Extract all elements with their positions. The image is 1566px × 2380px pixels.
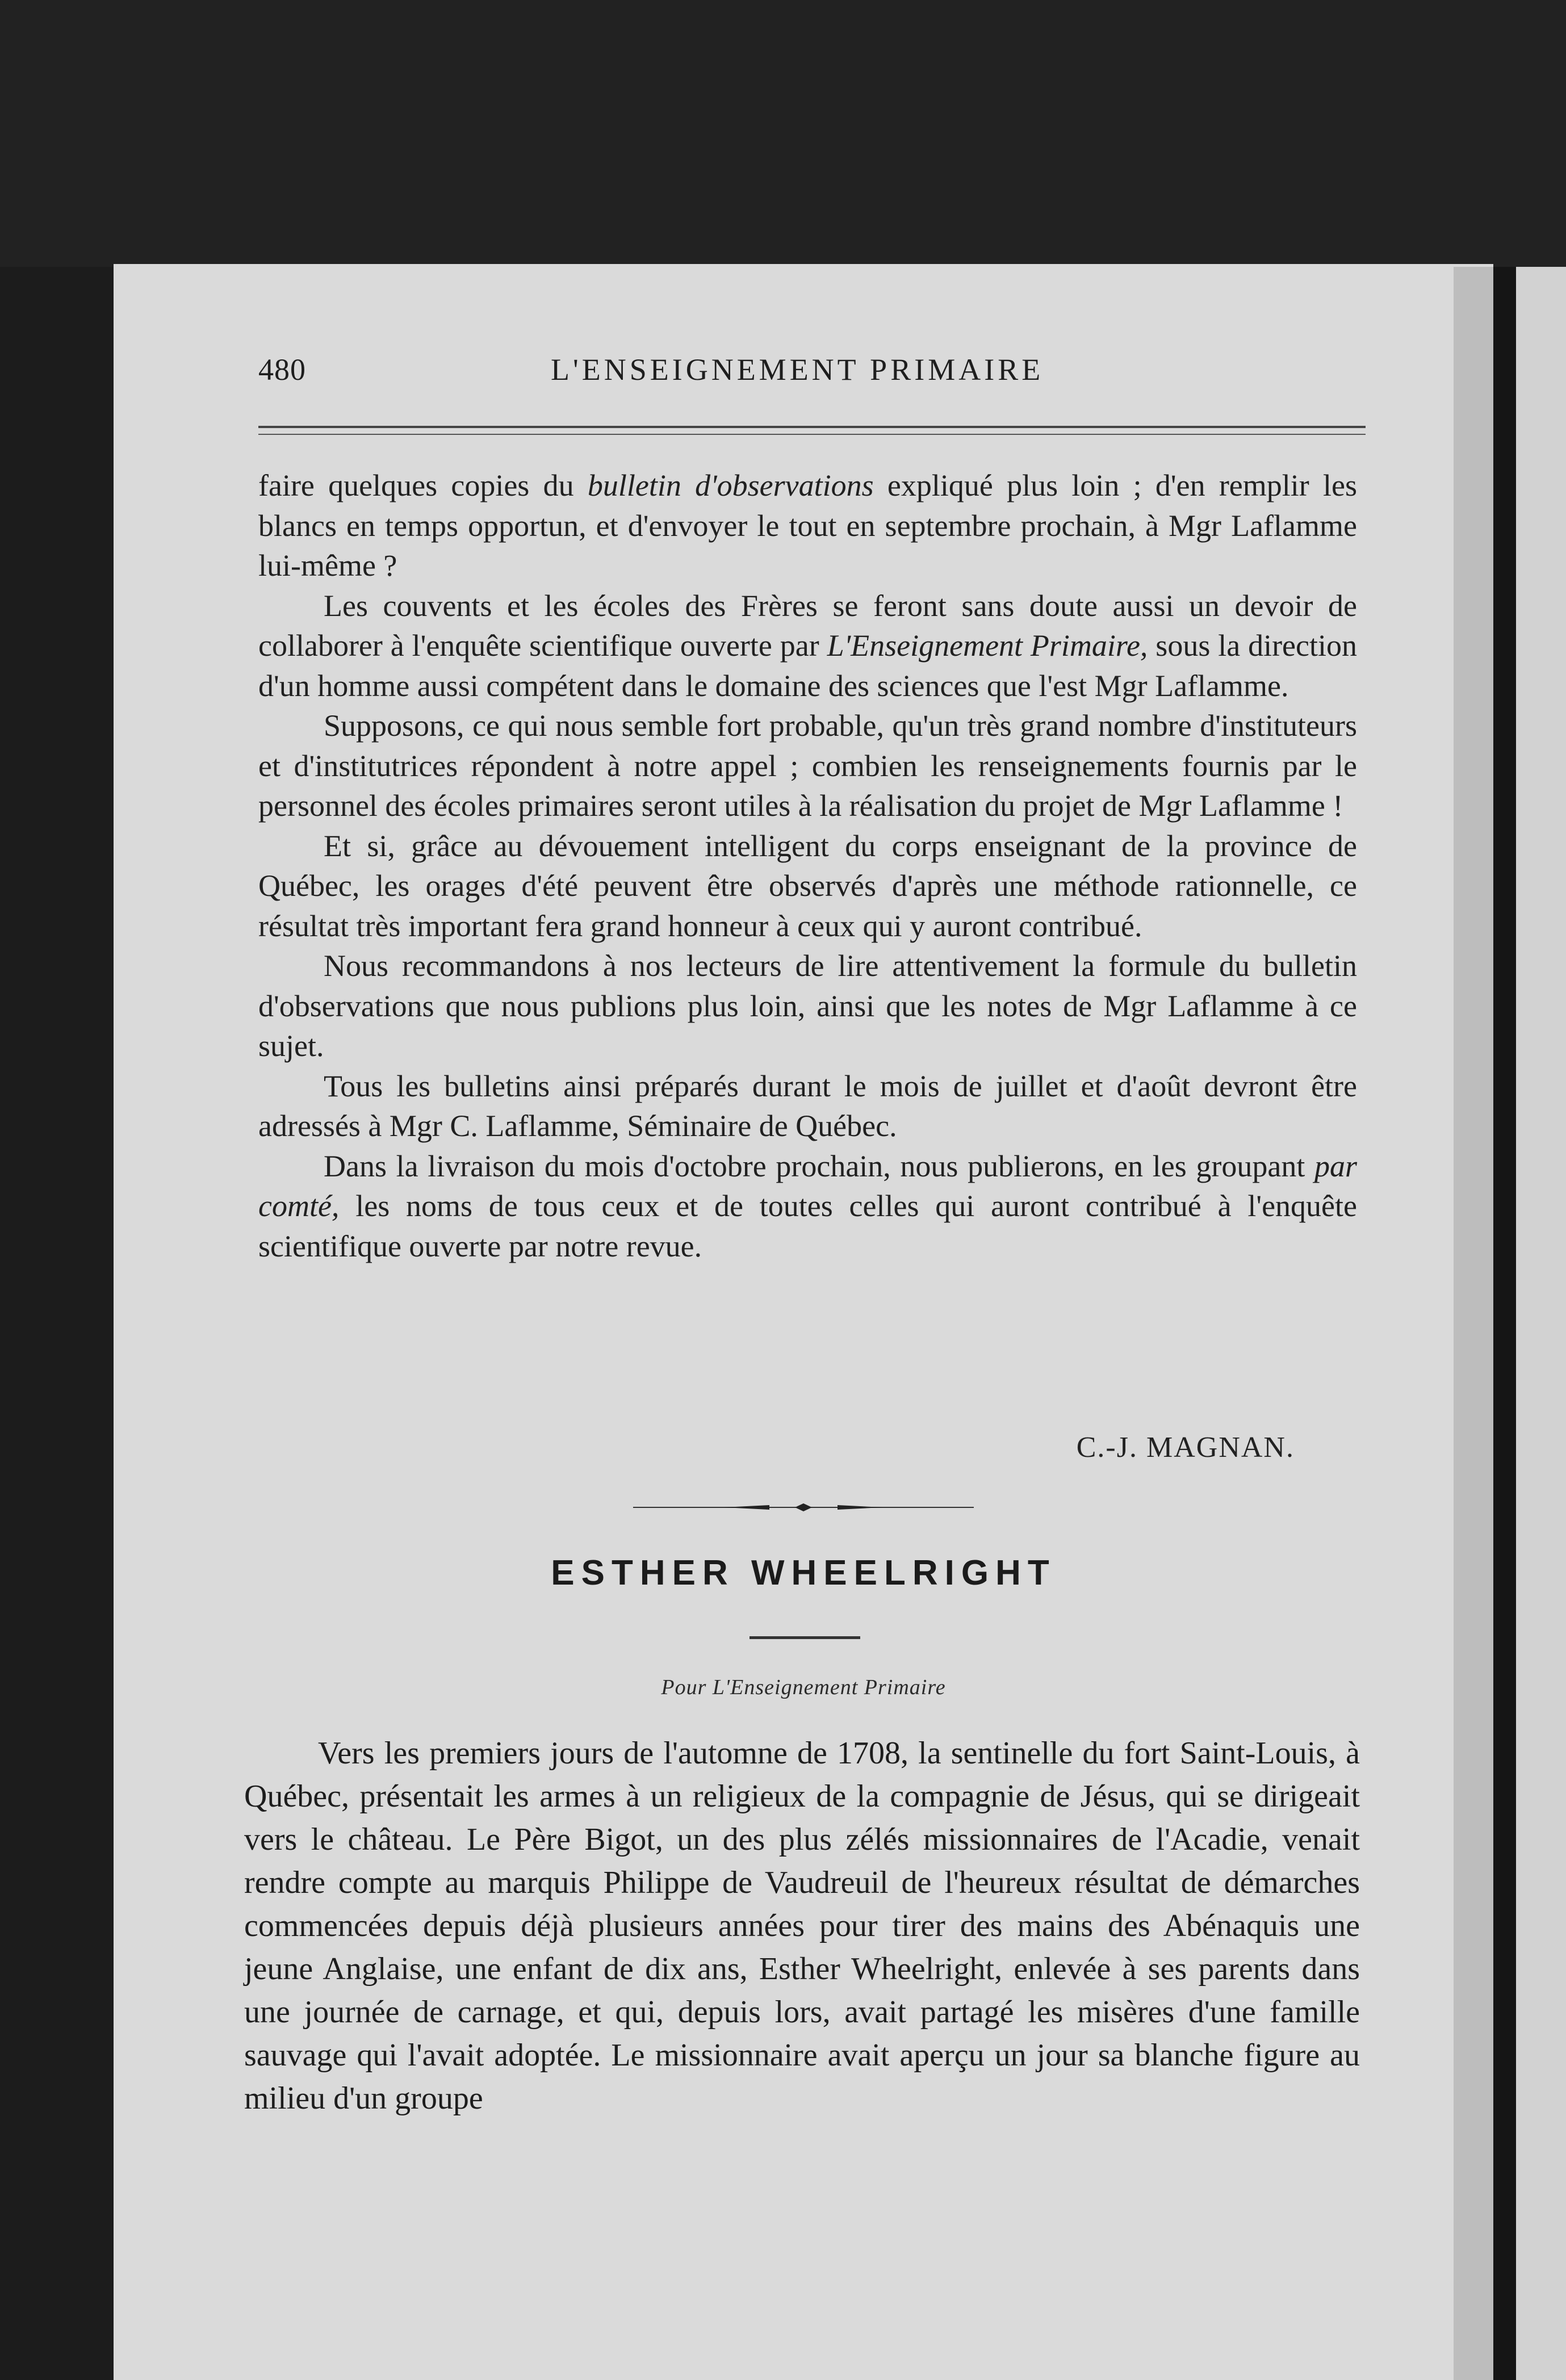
running-title: L'ENSEIGNEMENT PRIMAIRE [551,353,1044,387]
header-rule-thin [258,434,1366,435]
facing-page [1516,267,1566,2380]
running-header [258,352,1082,409]
paragraph: Dans la livraison du mois d'octobre prochain, nous publierons, en les groupant par comté, les noms de tous ceux et de toutes celles qui auront contribué à l'enquête scientifique ouverte par notre revue. [258,1149,1357,1263]
paragraph: Vers les premiers jours de l'automne de 1708, la sentinelle du fort Saint-Louis, à Québec, présentait les armes à un religieux de la compagnie de Jésus, qui se dirigeait vers le château. Le Père Bigot, un des plus zélés missionnaires de l'Acadie, venait rendre compte au marquis Philippe de Vaudreuil de l'heureux résultat de démarches commencées depuis déjà plusieurs années pour tirer des mains des Abénaquis une jeune Anglaise, une enfant de dix ans, Esther Wheelright, enlevée à ses parents dans une journée de carnage, et qui, depuis lors, avait partagé les misères d'une famille sauvage qui l'avait adoptée. Le missionnaire avait aperçu un jour sa blanche figure au milieu d'un groupe [244,1736,1360,2116]
paragraph: Supposons, ce qui nous semble fort probable, qu'un très grand nombre d'instituteurs et d'institutrices répondent à notre appel ; combien les renseignements fournis par le personnel des écoles primaires seront utiles à la réalisation du projet de Mgr Laflamme ! [258,709,1357,823]
article-title: ESTHER WHEELRIGHT [551,1553,1056,1593]
paragraph: Nous recommandons à nos lecteurs de lire attentivement la formule du bulletin d'observations que nous publions plus loin, ainsi que les notes de Mgr Laflamme à ce sujet. [258,949,1357,1063]
paragraph: Les couvents et les écoles des Frères se feront sans doute aussi un devoir de collaborer à l'enquête scientifique ouverte par L'Enseignement Primaire, sous la direction d'un homme aussi compétent dans le domaine des sciences que l'est Mgr Laflamme. [258,588,1357,703]
page-number: 480 [258,353,306,387]
article-body [258,466,1357,1266]
scan-background [0,0,1566,267]
header-rule [258,426,1366,428]
paragraph: Et si, grâce au dévouement intelligent du corps enseignant de la province de Québec, les orages d'été peuvent être observés d'après une méthode rationnelle, ce résultat très important fera grand honneur à ceux qui y auront contribué. [258,828,1357,943]
title-rule [749,1636,860,1639]
author-signature: C.-J. MAGNAN. [1076,1431,1295,1464]
paragraph: faire quelques copies du bulletin d'observations expliqué plus loin ; d'en remplir les blancs en temps opportun, et d'envoyer le tout en septembre prochain, à Mgr Laflamme lui-même ? [258,468,1358,583]
paragraph: Tous les bulletins ainsi préparés durant le mois de juillet et d'août devront être adressés à Mgr C. Laflamme, Séminaire de Québec. [258,1069,1357,1143]
byline: Pour L'Enseignement Primaire [661,1675,946,1699]
binding-gutter [1493,267,1516,2380]
page-edge [1454,267,1496,2380]
article-body-2 [244,1732,1360,2120]
ornament-divider [633,1499,974,1516]
